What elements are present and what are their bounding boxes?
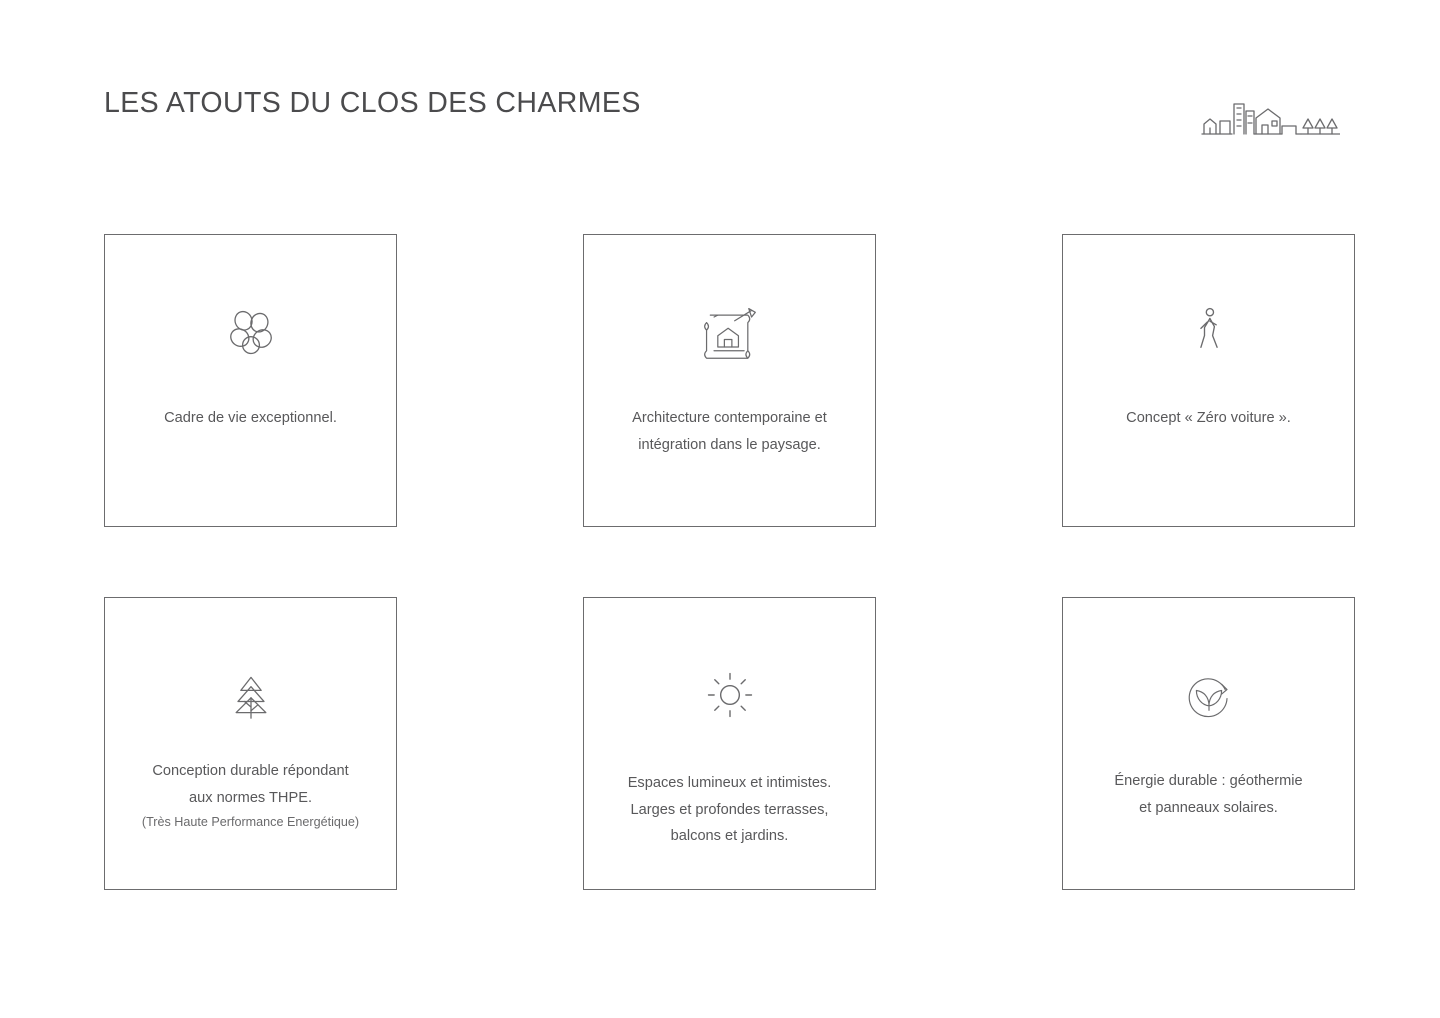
- page-header: [104, 88, 1340, 148]
- advantage-card-6-text: [1077, 768, 1340, 821]
- advantage-card-2: [583, 234, 876, 527]
- leaf-recycle-icon: [1063, 660, 1354, 730]
- advantage-line: Énergie durable : géothermie: [1114, 773, 1303, 789]
- advantage-line: Concept « Zéro voiture ».: [1126, 410, 1291, 426]
- advantages-grid: [104, 234, 1340, 890]
- advantage-card-3-text: [1077, 405, 1340, 432]
- advantage-card-4: [104, 597, 397, 890]
- advantage-line: Espaces lumineux et intimistes.: [627, 775, 832, 791]
- advantage-card-3: [1062, 234, 1355, 527]
- advantage-line: et panneaux solaires.: [1139, 799, 1278, 816]
- advantage-card-1: [104, 234, 397, 527]
- advantage-line: intégration dans le paysage.: [638, 436, 821, 453]
- advantage-line: Larges et profondes terrasses,: [630, 801, 829, 818]
- advantage-line: Architecture contemporaine et: [632, 410, 827, 426]
- advantage-line: Cadre de vie exceptionnel.: [164, 410, 337, 426]
- pedestrian-walking-icon: [1063, 297, 1354, 367]
- advantage-card-6: [1062, 597, 1355, 890]
- advantage-card-5-text: [598, 770, 861, 850]
- flower-icon: [105, 297, 396, 367]
- blueprint-house-icon: [584, 297, 875, 367]
- advantage-line: balcons et jardins.: [670, 828, 789, 845]
- page-title: LES ATOUTS DU CLOS DES CHARMES: [104, 87, 641, 119]
- advantage-card-2-text: [598, 405, 861, 458]
- skyline-houses-trees-logo: [1200, 94, 1340, 140]
- advantage-line: aux normes THPE.: [188, 789, 312, 806]
- sun-icon: [584, 660, 875, 730]
- advantage-line: Conception durable répondant: [152, 763, 349, 779]
- advantage-card-5: [583, 597, 876, 890]
- tree-icon: [105, 660, 396, 730]
- advantage-card-1-text: [119, 405, 382, 432]
- advantage-card-4-note: (Très Haute Performance Energétique): [141, 815, 360, 830]
- advantage-card-4-text: [119, 758, 382, 835]
